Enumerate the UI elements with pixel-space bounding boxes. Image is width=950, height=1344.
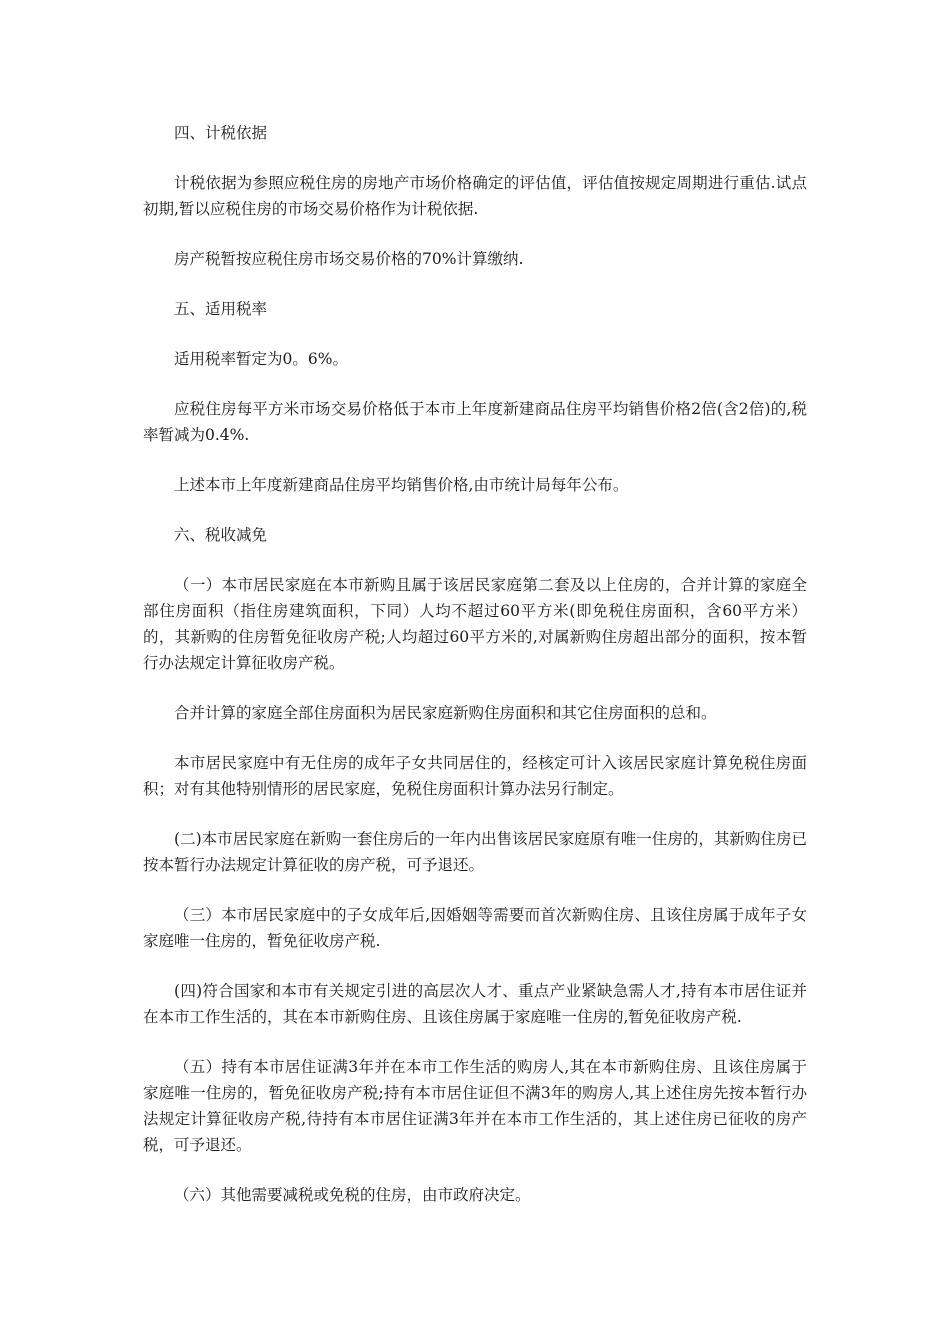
paragraph-relief-item-5: （五）持有本市居住证满3年并在本市工作生活的购房人,其在本市新购住房、且该住房属于家庭唯一住房的，暂免征收房产税;持有本市居住证但不满3年的购房人,其上述住房先按本暂行办法规定计算征收房产税,待持有本市居住证满3年并在本市工作生活的，其上述住房已征收的房产税，可予退还。 — [143, 1058, 807, 1154]
paragraph-combined-area-definition: 合并计算的家庭全部住房面积为居民家庭新购住房面积和其它住房面积的总和。 — [174, 704, 717, 722]
paragraph-tax-rate-default: 适用税率暂定为0。6%。 — [174, 350, 348, 368]
paragraph-adult-children-area: 本市居民家庭中有无住房的成年子女共同居住的，经核定可计入该居民家庭计算免税住房面积；对有其他特别情形的居民家庭，免税住房面积计算办法另行制定。 — [143, 754, 807, 798]
paragraph-tax-basis-ratio: 房产税暂按应税住房市场交易价格的70%计算缴纳. — [174, 250, 524, 268]
paragraph-relief-item-4: (四)符合国家和本市有关规定引进的高层次人才、重点产业紧缺急需人才,持有本市居住证并在本市工作生活的，其在本市新购住房、且该住房属于家庭唯一住房的,暂免征收房产税. — [143, 982, 807, 1026]
paragraph-relief-item-3: （三）本市居民家庭中的子女成年后,因婚姻等需要而首次新购住房、且该住房属于成年子女家庭唯一住房的，暂免征收房产税. — [143, 906, 807, 950]
section-heading-tax-basis: 四、计税依据 — [174, 124, 268, 142]
paragraph-relief-item-2: (二)本市居民家庭在新购一套住房后的一年内出售该居民家庭原有唯一住房的，其新购住房已按本暂行办法规定计算征收的房产税，可予退还。 — [143, 830, 807, 874]
section-heading-tax-rate: 五、适用税率 — [174, 300, 268, 318]
document-body — [143, 120, 807, 1232]
paragraph-relief-item-6: （六）其他需要减税或免税的住房，由市政府决定。 — [174, 1186, 531, 1204]
section-heading-tax-relief: 六、税收减免 — [174, 526, 268, 544]
paragraph-tax-basis-definition: 计税依据为参照应税住房的房地产市场价格确定的评估值，评估值按规定周期进行重估.试点初期,暂以应税住房的市场交易价格作为计税依据. — [143, 174, 807, 218]
paragraph-tax-rate-reduced: 应税住房每平方米市场交易价格低于本市上年度新建商品住房平均销售价格2倍(含2倍)的,税率暂减为0.4%. — [143, 400, 807, 444]
paragraph-relief-item-1: （一）本市居民家庭在本市新购且属于该居民家庭第二套及以上住房的，合并计算的家庭全部住房面积（指住房建筑面积，下同）人均不超过60平方米(即免税住房面积，含60平方米）的，其新购的住房暂免征收房产税;人均超过60平方米的,对属新购住房超出部分的面积，按本暂行办法规定计算征收房产税。 — [143, 576, 807, 672]
paragraph-average-price-publication: 上述本市上年度新建商品住房平均销售价格,由市统计局每年公布。 — [174, 476, 629, 494]
